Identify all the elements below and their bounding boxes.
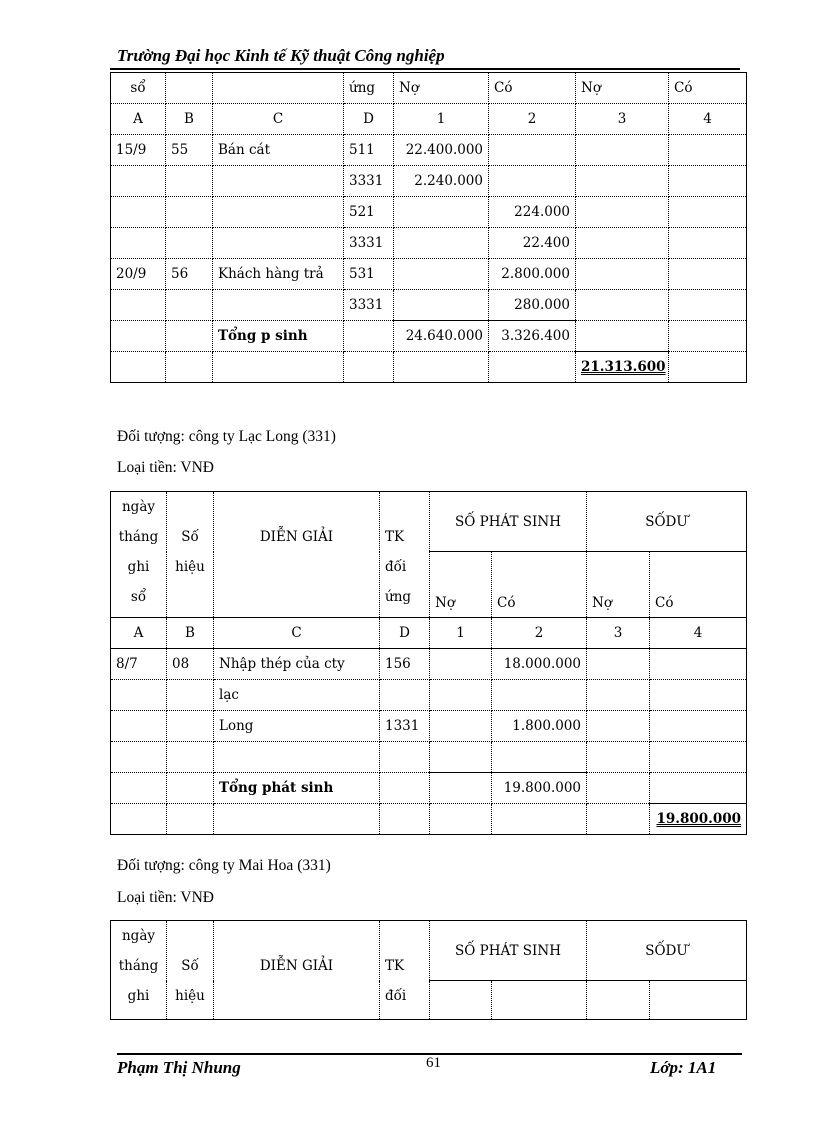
cell: Bán cát: [213, 135, 344, 166]
ledger-table-3: [110, 920, 747, 1020]
cell: [380, 742, 430, 773]
table1-index-row: [111, 104, 747, 135]
cell: 55: [166, 135, 213, 166]
cell: B: [166, 104, 213, 135]
cell: 8/7: [111, 649, 167, 680]
cell: Có: [489, 73, 576, 104]
cell: [167, 711, 214, 742]
header-number: Số hiệu: [167, 921, 214, 1020]
table2-header-row: [111, 492, 747, 552]
page-header-title: Trường Đại học Kinh tế Kỹ thuật Công nghiệp: [117, 46, 445, 65]
cell: [650, 711, 747, 742]
cell: [576, 197, 669, 228]
cell: 18.000.000: [492, 649, 587, 680]
cell: [213, 290, 344, 321]
header-credit: Có: [650, 552, 747, 618]
cell: Khách hàng trả: [213, 259, 344, 290]
cell: [167, 680, 214, 711]
page-number: 61: [426, 1055, 441, 1071]
cell: [166, 73, 213, 104]
cell: [587, 804, 650, 835]
cell: [430, 711, 492, 742]
table-row: [111, 166, 747, 197]
table-row: [111, 228, 747, 259]
cell: 280.000: [489, 290, 576, 321]
cell: [167, 742, 214, 773]
cell: [650, 680, 747, 711]
cell: [166, 352, 213, 383]
cell: [380, 804, 430, 835]
cell: [380, 773, 430, 804]
header-date: ngày tháng ghi: [111, 921, 167, 1020]
cell: 224.000: [489, 197, 576, 228]
cell: 2: [489, 104, 576, 135]
cell: [111, 804, 167, 835]
subject-label: Đối tượng: công ty Mai Hoa (331): [117, 857, 331, 874]
cell: [167, 773, 214, 804]
currency-label: Loại tiền: VNĐ: [117, 459, 215, 476]
cell: [669, 166, 747, 197]
table-row-balance: [111, 352, 747, 383]
cell: [430, 649, 492, 680]
table-row-total: [111, 773, 747, 804]
cell: [344, 352, 394, 383]
cell: [587, 742, 650, 773]
cell: sổ: [111, 73, 166, 104]
cell: [111, 290, 166, 321]
cell: [394, 290, 489, 321]
table-row-total: [111, 321, 747, 352]
total-label: Tổng phát sinh: [214, 773, 380, 804]
cell: [492, 680, 587, 711]
table-row: [111, 742, 747, 773]
header-date: ngày tháng ghi sổ: [111, 492, 167, 618]
cell: [669, 228, 747, 259]
header-debit: Nợ: [587, 552, 650, 618]
cell: [587, 649, 650, 680]
table-row: [111, 711, 747, 742]
cell: [650, 981, 747, 1020]
cell: [111, 711, 167, 742]
cell: [111, 680, 167, 711]
cell: [166, 321, 213, 352]
cell: [344, 321, 394, 352]
cell: D: [344, 104, 394, 135]
cell: [430, 804, 492, 835]
header-rule: [110, 68, 740, 70]
cell: 4: [669, 104, 747, 135]
cell: [213, 166, 344, 197]
cell: 2: [492, 618, 587, 649]
cell: 1.800.000: [492, 711, 587, 742]
cell: [111, 321, 166, 352]
cell: [430, 680, 492, 711]
cell: 511: [344, 135, 394, 166]
footer-class: Lớp: 1A1: [650, 1058, 717, 1077]
cell: D: [380, 618, 430, 649]
cell: A: [111, 618, 167, 649]
cell: [380, 680, 430, 711]
cell: 4: [650, 618, 747, 649]
cell: [587, 981, 650, 1020]
cell: ứng: [344, 73, 394, 104]
cell: [669, 259, 747, 290]
cell: Nhập thép của cty: [214, 649, 380, 680]
cell: [213, 73, 344, 104]
cell: [213, 352, 344, 383]
cell: [213, 228, 344, 259]
cell: Có: [669, 73, 747, 104]
ledger-table-1: [110, 72, 747, 383]
table1-top-row: [111, 73, 747, 104]
cell: 22.400.000: [394, 135, 489, 166]
cell: [166, 228, 213, 259]
cell: 3331: [344, 228, 394, 259]
cell: [492, 981, 587, 1020]
header-debit: Nợ: [430, 552, 492, 618]
cell: [167, 804, 214, 835]
cell: [576, 166, 669, 197]
cell: A: [111, 104, 166, 135]
table3-header-row: [111, 921, 747, 981]
cell: 531: [344, 259, 394, 290]
total-credit: 19.800.000: [492, 773, 587, 804]
total-label: Tổng p sinh: [213, 321, 344, 352]
cell: [166, 197, 213, 228]
footer-author: Phạm Thị Nhung: [117, 1058, 241, 1077]
cell: [489, 352, 576, 383]
cell: B: [167, 618, 214, 649]
cell: 20/9: [111, 259, 166, 290]
cell: [576, 228, 669, 259]
cell: 156: [380, 649, 430, 680]
table-row: [111, 135, 747, 166]
header-account: TK đối: [380, 921, 430, 1020]
cell: 1331: [380, 711, 430, 742]
cell: C: [214, 618, 380, 649]
ledger-table-2: [110, 491, 747, 835]
cell: [587, 711, 650, 742]
cell: [576, 135, 669, 166]
cell: [669, 197, 747, 228]
cell: [111, 773, 167, 804]
cell: [430, 981, 492, 1020]
cell: 1: [430, 618, 492, 649]
header-description: DIỄN GIẢI: [214, 921, 380, 1020]
cell: 08: [167, 649, 214, 680]
cell: [111, 197, 166, 228]
cell: [492, 804, 587, 835]
cell: 15/9: [111, 135, 166, 166]
header-arise: SỐ PHÁT SINH: [430, 921, 587, 981]
cell: C: [213, 104, 344, 135]
table-row: [111, 649, 747, 680]
total-debit: [430, 773, 492, 804]
table2-index-row: [111, 618, 747, 649]
cell: 2.800.000: [489, 259, 576, 290]
cell: [111, 352, 166, 383]
cell: [166, 166, 213, 197]
table-row: [111, 197, 747, 228]
table-row-balance: [111, 804, 747, 835]
cell: 22.400: [489, 228, 576, 259]
cell: [669, 321, 747, 352]
cell: Nợ: [576, 73, 669, 104]
cell: Nợ: [394, 73, 489, 104]
cell: [576, 290, 669, 321]
cell: 3: [576, 104, 669, 135]
balance-debit: 21.313.600: [576, 352, 669, 383]
cell: [394, 259, 489, 290]
header-account: TK đối ứng: [380, 492, 430, 618]
table-row: [111, 680, 747, 711]
cell: 3: [587, 618, 650, 649]
header-description: DIỄN GIẢI: [214, 492, 380, 618]
cell: 2.240.000: [394, 166, 489, 197]
cell: [669, 352, 747, 383]
cell: [587, 773, 650, 804]
cell: [214, 742, 380, 773]
subject-label: Đối tượng: công ty Lạc Long (331): [117, 428, 336, 445]
cell: 3331: [344, 166, 394, 197]
table-row: [111, 259, 747, 290]
header-balance: SỐDƯ: [587, 492, 747, 552]
cell: lạc: [214, 680, 380, 711]
cell: 1: [394, 104, 489, 135]
cell: [669, 135, 747, 166]
cell: [489, 135, 576, 166]
cell: [576, 259, 669, 290]
cell: [650, 742, 747, 773]
cell: [650, 773, 747, 804]
header-balance: SỐDƯ: [587, 921, 747, 981]
cell: [394, 228, 489, 259]
cell: 521: [344, 197, 394, 228]
cell: Long: [214, 711, 380, 742]
cell: [166, 290, 213, 321]
cell: [492, 742, 587, 773]
cell: [394, 352, 489, 383]
total-debit: 24.640.000: [394, 321, 489, 352]
header-credit: Có: [492, 552, 587, 618]
table-row: [111, 290, 747, 321]
cell: [214, 804, 380, 835]
cell: [650, 649, 747, 680]
balance-credit: 19.800.000: [650, 804, 747, 835]
cell: [576, 321, 669, 352]
cell: [213, 197, 344, 228]
cell: [111, 166, 166, 197]
cell: [430, 742, 492, 773]
cell: [587, 680, 650, 711]
total-credit: 3.326.400: [489, 321, 576, 352]
currency-label: Loại tiền: VNĐ: [117, 889, 215, 906]
cell: [111, 742, 167, 773]
cell: 3331: [344, 290, 394, 321]
header-arise: SỐ PHÁT SINH: [430, 492, 587, 552]
header-number: Số hiệu: [167, 492, 214, 618]
cell: [489, 166, 576, 197]
cell: [111, 228, 166, 259]
cell: [669, 290, 747, 321]
cell: [394, 197, 489, 228]
cell: 56: [166, 259, 213, 290]
